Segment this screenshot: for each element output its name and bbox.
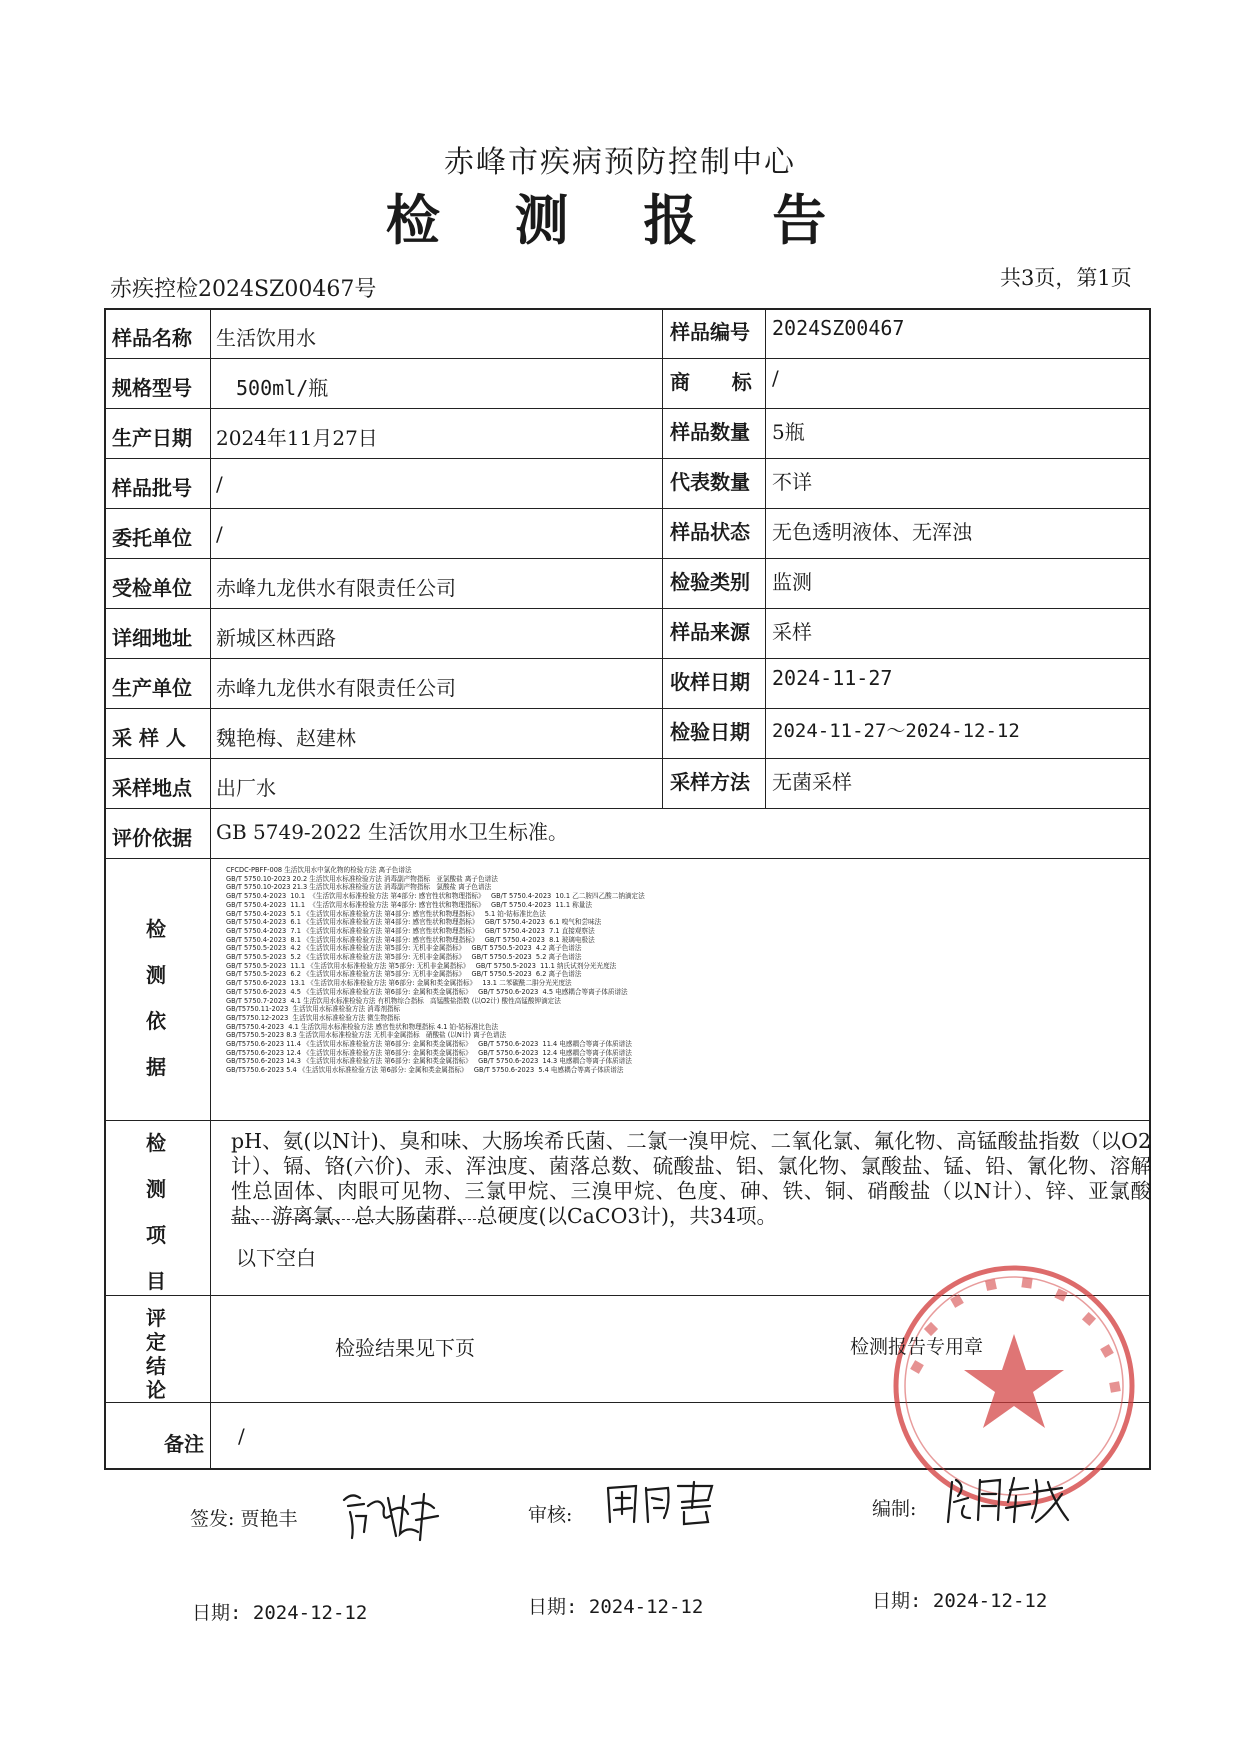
method-line: GB/T5750.11-2023 生活饮用水标准检验方法 消毒剂指标 <box>226 1005 401 1014</box>
method-line: GB/T 5750.4-2023 8.1 《生活饮用水标准检验方法 第4部分: 感官性状和物理指标》 GB/T 5750.4-2023 8.1 玻璃电极法 <box>226 935 595 944</box>
test-items-label <box>136 1120 176 1304</box>
test-items-text: pH、氨(以N计)、臭和味、大肠埃希氏菌、二氯一溴甲烷、二氧化氯、氟化物、高锰酸盐指数（以O2计）、镉、铬(六价)、汞、浑浊度、菌落总数、硫酸盐、铝、氯化物、氯酸盐、锰、铅、氰化物、溶解性总固体、肉眼可见物、三氯甲烷、三溴甲烷、色度、砷、铁、铜、硝酸盐（以N计）、锌、亚氯酸盐、游离氯、总大肠菌群、总硬度(以CaCO3计)，共34项。 <box>231 1129 1151 1228</box>
spec-label: 规格型号 <box>112 376 192 400</box>
sample-name-label: 样品名称 <box>112 326 192 350</box>
label-char: 检 <box>146 917 166 941</box>
inspected-unit-label: 受检单位 <box>112 576 192 600</box>
issuer-signature <box>338 1486 448 1546</box>
represented-quantity-label: 代表数量 <box>670 470 750 494</box>
batch-number-value: / <box>216 472 223 496</box>
row-divider <box>104 608 1151 609</box>
row-divider <box>104 758 1151 759</box>
label-char: 测 <box>146 1177 166 1201</box>
represented-quantity-value: 不详 <box>772 470 812 494</box>
stamp-caption: 检测报告专用章 <box>850 1336 984 1358</box>
row-divider <box>104 1120 1151 1121</box>
issue-date: 日期: 2024-12-12 <box>192 1602 368 1624</box>
sample-quantity-label: 样品数量 <box>670 420 750 444</box>
producer-value: 赤峰九龙供水有限责任公司 <box>216 676 456 700</box>
compiler-signature <box>944 1472 1074 1528</box>
method-line: GB/T5750.5-2023 8.3 生活饮用水标准检验方法 无机非金属指标 硝酸盐 (以N计) 离子色谱法 <box>226 1031 507 1040</box>
sample-number-label: 样品编号 <box>670 320 750 344</box>
evaluation-basis-value: GB 5749-2022 生活饮用水卫生标准。 <box>216 820 568 844</box>
inspected-unit-value: 赤峰九龙供水有限责任公司 <box>216 576 456 600</box>
method-line: GB/T 5750.5-2023 4.2 《生活饮用水标准检验方法 第5部分: 无机非金属指标》 GB/T 5750.5-2023 4.2 离子色谱法 <box>226 944 582 953</box>
sample-state-value: 无色透明液体、无浑浊 <box>772 520 972 544</box>
label-char: 检 <box>146 1131 166 1155</box>
row-divider <box>104 358 1151 359</box>
row-divider <box>104 408 1151 409</box>
batch-number-label: 样品批号 <box>112 476 192 500</box>
method-line: GB/T5750.6-2023 14.3 《生活饮用水标准检验方法 第6部分: 金属和类金属指标》 GB/T 5750.6-2023 14.3 电感耦合等离子体质谱法 <box>226 1057 632 1066</box>
column-divider <box>765 308 766 808</box>
producer-label: 生产单位 <box>112 676 192 700</box>
label-char: 评 <box>146 1306 166 1330</box>
receipt-date-label: 收样日期 <box>670 670 750 694</box>
report-title: 检 测 报 告 <box>385 188 855 252</box>
row-divider <box>104 508 1151 509</box>
conclusion-label <box>136 1306 176 1402</box>
client-value: / <box>216 522 223 546</box>
sample-source-value: 采样 <box>772 620 812 644</box>
row-divider <box>104 658 1151 659</box>
issuer-caption: 签发: 贾艳丰 <box>190 1508 298 1530</box>
sample-number-value: 2024SZ00467 <box>772 316 905 340</box>
report-number: 赤疾控检2024SZ00467号 <box>110 277 377 302</box>
method-line: GB/T 5750.6-2023 13.1 《生活饮用水标准检验方法 第6部分: 金属和类金属指标》 13.1 二苯碳酰二肼分光光度法 <box>226 979 572 988</box>
sampling-location-label: 采样地点 <box>112 776 192 800</box>
label-char: 目 <box>146 1269 166 1293</box>
compile-date: 日期: 2024-12-12 <box>872 1590 1048 1612</box>
method-line: CFCDC-PBFF-008 生活饮用水中氯化物的检验方法 离子色谱法 <box>226 866 412 874</box>
method-line: GB/T5750.6-2023 11.4 《生活饮用水标准检验方法 第6部分: 金属和类金属指标》 GB/T 5750.6-2023 11.4 电感耦合等离子体质谱法 <box>226 1040 632 1049</box>
method-line: GB/T 5750.7-2023 4.1 生活饮用水标准检验方法 有机物综合指标 高锰酸盐指数 (以O2计) 酸性高锰酸钾滴定法 <box>226 996 561 1005</box>
method-line: GB/T 5750.10-2023 20.2 生活饮用水标准检验方法 消毒副产物指标 亚氯酸盐 离子色谱法 <box>226 874 498 883</box>
sample-quantity-value: 5瓶 <box>772 420 805 444</box>
row-divider <box>104 808 1151 809</box>
sampling-method-label: 采样方法 <box>670 770 750 794</box>
address-value: 新城区林西路 <box>216 626 336 650</box>
method-line: GB/T 5750.5-2023 5.2 《生活饮用水标准检验方法 第5部分: 无机非金属指标》 GB/T 5750.5-2023 5.2 离子色谱法 <box>226 953 582 962</box>
sampling-method-value: 无菌采样 <box>772 770 852 794</box>
sample-source-label: 样品来源 <box>670 620 750 644</box>
separator-line <box>231 1219 481 1220</box>
label-char: 定 <box>146 1330 166 1354</box>
test-date-value: 2024-11-27～2024-12-12 <box>772 720 1020 742</box>
spec-value: 500ml/瓶 <box>236 376 329 400</box>
column-divider <box>210 308 211 1470</box>
review-date: 日期: 2024-12-12 <box>528 1596 704 1618</box>
method-line: GB/T 5750.4-2023 5.1 《生活饮用水标准检验方法 第4部分: 感官性状和物理指标》 5.1 铂-钴标准比色法 <box>226 909 546 918</box>
test-basis-label <box>136 906 176 1090</box>
method-line: GB/T 5750.4-2023 10.1 《生活饮用水标准检验方法 第4部分: 感官性状和物理指标》 GB/T 5750.4-2023 10.1 乙二胺四乙酸二钠滴定法 <box>226 892 645 901</box>
blank-below-note: 以下空白 <box>236 1246 316 1270</box>
sampling-location-value: 出厂水 <box>216 776 276 800</box>
label-char: 依 <box>146 1009 166 1033</box>
sample-name-value: 生活饮用水 <box>216 326 316 350</box>
sampler-label: 采 样 人 <box>112 726 186 750</box>
conclusion-text: 检验结果见下页 <box>335 1336 475 1360</box>
page-info: 共3页，第1页 <box>1000 266 1132 290</box>
remark-label: 备注 <box>164 1432 204 1456</box>
organization-name: 赤峰市疾病预防控制中心 <box>444 145 796 180</box>
inspection-type-label: 检验类别 <box>670 570 750 594</box>
reviewer-signature <box>602 1478 722 1530</box>
row-divider <box>104 458 1151 459</box>
method-line: GB/T 5750.10-2023 21.3 生活饮用水标准检验方法 消毒副产物指标 氯酸盐 离子色谱法 <box>226 883 492 892</box>
production-date-value: 2024年11月27日 <box>216 426 378 450</box>
method-line: GB/T 5750.5-2023 11.1 《生活饮用水标准检验方法 第5部分: 无机非金属指标》 GB/T 5750.5-2023 11.1 纳氏试剂分光光度法 <box>226 961 617 970</box>
label-char: 测 <box>146 963 166 987</box>
trademark-value: / <box>772 366 779 390</box>
method-line: GB/T5750.12-2023 生活饮用水标准检验方法 微生物指标 <box>226 1013 401 1022</box>
method-line: GB/T 5750.4-2023 11.1 《生活饮用水标准检验方法 第4部分: 感官性状和物理指标》 GB/T 5750.4-2023 11.1 称量法 <box>226 900 592 909</box>
reviewer-caption: 审核: <box>528 1504 573 1526</box>
trademark-label: 商 标 <box>670 370 752 394</box>
evaluation-basis-label: 评价依据 <box>112 826 192 850</box>
label-char: 项 <box>146 1223 166 1247</box>
production-date-label: 生产日期 <box>112 426 192 450</box>
label-char: 论 <box>146 1378 166 1402</box>
compiler-caption: 编制: <box>872 1498 917 1520</box>
row-divider <box>104 858 1151 859</box>
row-divider <box>104 558 1151 559</box>
column-divider <box>662 308 663 808</box>
method-line: GB/T5750.4-2023 4.1 生活饮用水标准检验方法 感官性状和物理指标 4.1 铂-钴标准比色法 <box>226 1022 499 1031</box>
method-line: GB/T5750.6-2023 5.4 《生活饮用水标准检验方法 第6部分: 金属和类金属指标》 GB/T 5750.6-2023 5.4 电感耦合等离子体质谱法 <box>226 1066 624 1075</box>
client-label: 委托单位 <box>112 526 192 550</box>
label-char: 据 <box>146 1055 166 1079</box>
row-divider <box>104 708 1151 709</box>
method-line: GB/T 5750.6-2023 4.5 《生活饮用水标准检验方法 第6部分: 金属和类金属指标》 GB/T 5750.6-2023 4.5 电感耦合等离子体质谱法 <box>226 987 628 996</box>
label-char: 结 <box>146 1354 166 1378</box>
test-methods-list <box>226 866 1116 1116</box>
test-date-label: 检验日期 <box>670 720 750 744</box>
sampler-value: 魏艳梅、赵建林 <box>216 726 356 750</box>
inspection-type-value: 监测 <box>772 570 812 594</box>
address-label: 详细地址 <box>112 626 192 650</box>
remark-value: / <box>238 1424 245 1448</box>
method-line: GB/T 5750.4-2023 6.1 《生活饮用水标准检验方法 第4部分: 感官性状和物理指标》 GB/T 5750.4-2023 6.1 嗅气和尝味法 <box>226 918 602 927</box>
sample-state-label: 样品状态 <box>670 520 750 544</box>
method-line: GB/T5750.6-2023 12.4 《生活饮用水标准检验方法 第6部分: 金属和类金属指标》 GB/T 5750.6-2023 12.4 电感耦合等离子体质谱法 <box>226 1048 632 1057</box>
method-line: GB/T 5750.4-2023 7.1 《生活饮用水标准检验方法 第4部分: 感官性状和物理指标》 GB/T 5750.4-2023 7.1 直接观察法 <box>226 926 595 935</box>
method-line: GB/T 5750.5-2023 6.2 《生活饮用水标准检验方法 第5部分: 无机非金属指标》 GB/T 5750.5-2023 6.2 离子色谱法 <box>226 970 582 979</box>
receipt-date-value: 2024-11-27 <box>772 666 893 690</box>
